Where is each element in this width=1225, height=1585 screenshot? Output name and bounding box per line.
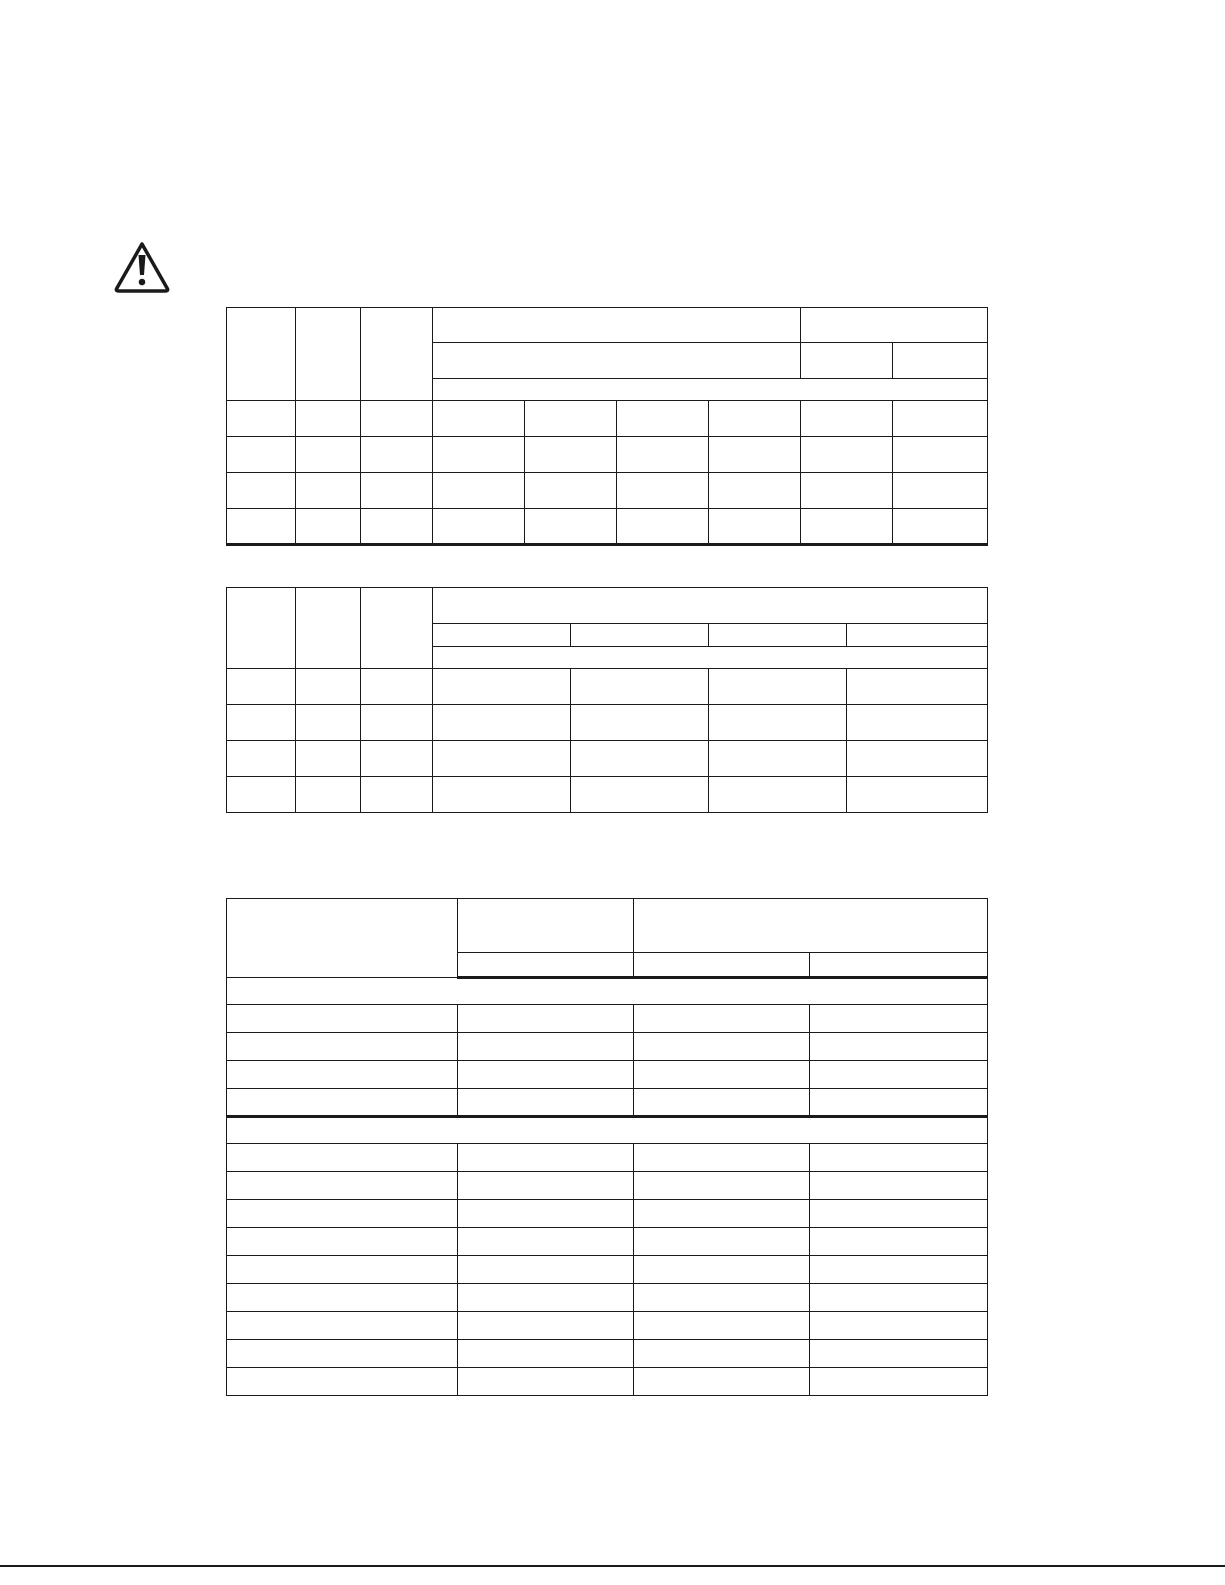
table-cell [634, 1172, 810, 1200]
table-cell [458, 1144, 634, 1172]
table-cell [361, 741, 433, 777]
table-cell [458, 1340, 634, 1368]
table-cell [227, 741, 296, 777]
table-cell [634, 1200, 810, 1228]
table-cell [227, 509, 296, 545]
table-cell [810, 1256, 988, 1284]
table-cell [634, 1284, 810, 1312]
table-cell [227, 1284, 458, 1312]
table-cell [617, 401, 709, 437]
table-cell [525, 401, 617, 437]
table-cell [433, 705, 571, 741]
table-cell [227, 1005, 458, 1033]
table-cell [227, 401, 296, 437]
table-cell [227, 1256, 458, 1284]
header-cell [458, 899, 634, 953]
table-cell [433, 669, 571, 705]
header-cell [433, 624, 571, 647]
table-cell [801, 473, 893, 509]
table-row [227, 1312, 988, 1340]
header-cell [634, 899, 988, 953]
table-row [227, 777, 988, 813]
table-3 [226, 898, 988, 1396]
table-row [227, 1172, 988, 1200]
table-cell [227, 1228, 458, 1256]
table-cell [227, 1061, 458, 1089]
table-cell [810, 1172, 988, 1200]
header-cell [227, 588, 296, 669]
table-cell [571, 777, 709, 813]
table-cell [709, 705, 847, 741]
table-cell [634, 1256, 810, 1284]
table-cell [634, 1033, 810, 1061]
header-cell [433, 308, 801, 343]
table-cell [634, 1061, 810, 1089]
table-cell [810, 1005, 988, 1033]
table-cell [296, 741, 361, 777]
footer-rule [0, 1565, 1225, 1567]
table-row [227, 1200, 988, 1228]
header-cell [634, 953, 810, 978]
table-cell [810, 1061, 988, 1089]
header-cell [801, 343, 893, 379]
table-cell [709, 509, 801, 545]
table-row [227, 1256, 988, 1284]
table-cell [433, 437, 525, 473]
table-row [227, 1340, 988, 1368]
table-cell [458, 1256, 634, 1284]
table-cell [810, 1144, 988, 1172]
table-row [227, 1144, 988, 1172]
table-cell [810, 1312, 988, 1340]
header-cell [296, 588, 361, 669]
table-row [227, 1061, 988, 1089]
table-cell [227, 1340, 458, 1368]
table-cell [617, 473, 709, 509]
table-cell [810, 1368, 988, 1396]
table-row [227, 669, 988, 705]
table-cell [433, 473, 525, 509]
table-cell [458, 1089, 634, 1117]
table-cell [801, 437, 893, 473]
table-cell [361, 437, 433, 473]
section-row [227, 1117, 988, 1144]
table-cell [709, 741, 847, 777]
section-cell [227, 978, 988, 1005]
table-row [227, 1089, 988, 1117]
table-cell [458, 1172, 634, 1200]
table-cell [458, 1005, 634, 1033]
table-row [227, 401, 988, 437]
header-cell [296, 308, 361, 401]
table-cell [433, 401, 525, 437]
table-cell [617, 509, 709, 545]
table-cell [709, 473, 801, 509]
table-cell [810, 1200, 988, 1228]
table-row [227, 509, 988, 545]
table-cell [893, 473, 988, 509]
header-cell [847, 624, 988, 647]
table-2 [226, 587, 988, 813]
table-cell [634, 1005, 810, 1033]
section-row [227, 978, 988, 1005]
table-cell [296, 705, 361, 741]
warning-icon [113, 240, 171, 294]
table-cell [296, 401, 361, 437]
table-cell [634, 1228, 810, 1256]
table-cell [227, 1172, 458, 1200]
header-cell [893, 343, 988, 379]
header-cell [571, 624, 709, 647]
table-cell [634, 1368, 810, 1396]
table-1 [226, 307, 988, 546]
table-cell [709, 401, 801, 437]
table-cell [458, 1033, 634, 1061]
table-cell [227, 1312, 458, 1340]
header-cell [801, 308, 988, 343]
table-cell [458, 1061, 634, 1089]
table-cell [617, 437, 709, 473]
table-cell [227, 473, 296, 509]
table-cell [433, 777, 571, 813]
table-cell [458, 1284, 634, 1312]
table-cell [810, 1033, 988, 1061]
table-cell [433, 741, 571, 777]
table-cell [810, 1284, 988, 1312]
table-cell [634, 1340, 810, 1368]
table-cell [634, 1089, 810, 1117]
table-row [227, 1284, 988, 1312]
table-cell [893, 437, 988, 473]
header-cell [433, 647, 988, 669]
table-row [227, 1228, 988, 1256]
table-row [227, 1005, 988, 1033]
table-cell [227, 437, 296, 473]
table-cell [571, 741, 709, 777]
header-cell [709, 624, 847, 647]
table-cell [709, 437, 801, 473]
table-cell [847, 669, 988, 705]
table-cell [801, 401, 893, 437]
table-cell [571, 705, 709, 741]
header-cell [361, 588, 433, 669]
table-cell [361, 669, 433, 705]
table-cell [810, 1340, 988, 1368]
table-cell [227, 669, 296, 705]
table-cell [458, 1312, 634, 1340]
table-cell [227, 1144, 458, 1172]
table-cell [296, 509, 361, 545]
table-cell [847, 741, 988, 777]
table-cell [296, 669, 361, 705]
table-cell [227, 1033, 458, 1061]
table-cell [525, 473, 617, 509]
table-cell [893, 509, 988, 545]
table-row [227, 741, 988, 777]
table-row [227, 1368, 988, 1396]
table-cell [361, 777, 433, 813]
section-cell [227, 1117, 988, 1144]
table-cell [525, 509, 617, 545]
table-cell [433, 509, 525, 545]
table-cell [227, 1089, 458, 1117]
table-cell [296, 437, 361, 473]
header-cell [433, 379, 988, 401]
header-cell [433, 588, 988, 624]
table-row [227, 473, 988, 509]
table-cell [296, 473, 361, 509]
table-cell [458, 1368, 634, 1396]
table-cell [810, 1089, 988, 1117]
table-cell [458, 1228, 634, 1256]
table-cell [296, 777, 361, 813]
header-cell [433, 343, 801, 379]
table-cell [847, 777, 988, 813]
table-cell [227, 705, 296, 741]
table-cell [893, 401, 988, 437]
table-row [227, 1033, 988, 1061]
table-cell [361, 401, 433, 437]
header-cell [810, 953, 988, 978]
table-cell [810, 1228, 988, 1256]
table-cell [361, 705, 433, 741]
table-cell [227, 777, 296, 813]
table-cell [458, 1200, 634, 1228]
table-cell [227, 1368, 458, 1396]
table-cell [709, 669, 847, 705]
table-cell [847, 705, 988, 741]
table-cell [634, 1144, 810, 1172]
table-cell [361, 509, 433, 545]
header-cell [227, 308, 296, 401]
header-cell [458, 953, 634, 978]
table-cell [361, 473, 433, 509]
table-cell [525, 437, 617, 473]
table-cell [801, 509, 893, 545]
table-row [227, 705, 988, 741]
table-row [227, 437, 988, 473]
table-cell [571, 669, 709, 705]
table-cell [227, 1200, 458, 1228]
table-cell [709, 777, 847, 813]
header-cell [227, 899, 458, 978]
header-cell [361, 308, 433, 401]
table-cell [634, 1312, 810, 1340]
